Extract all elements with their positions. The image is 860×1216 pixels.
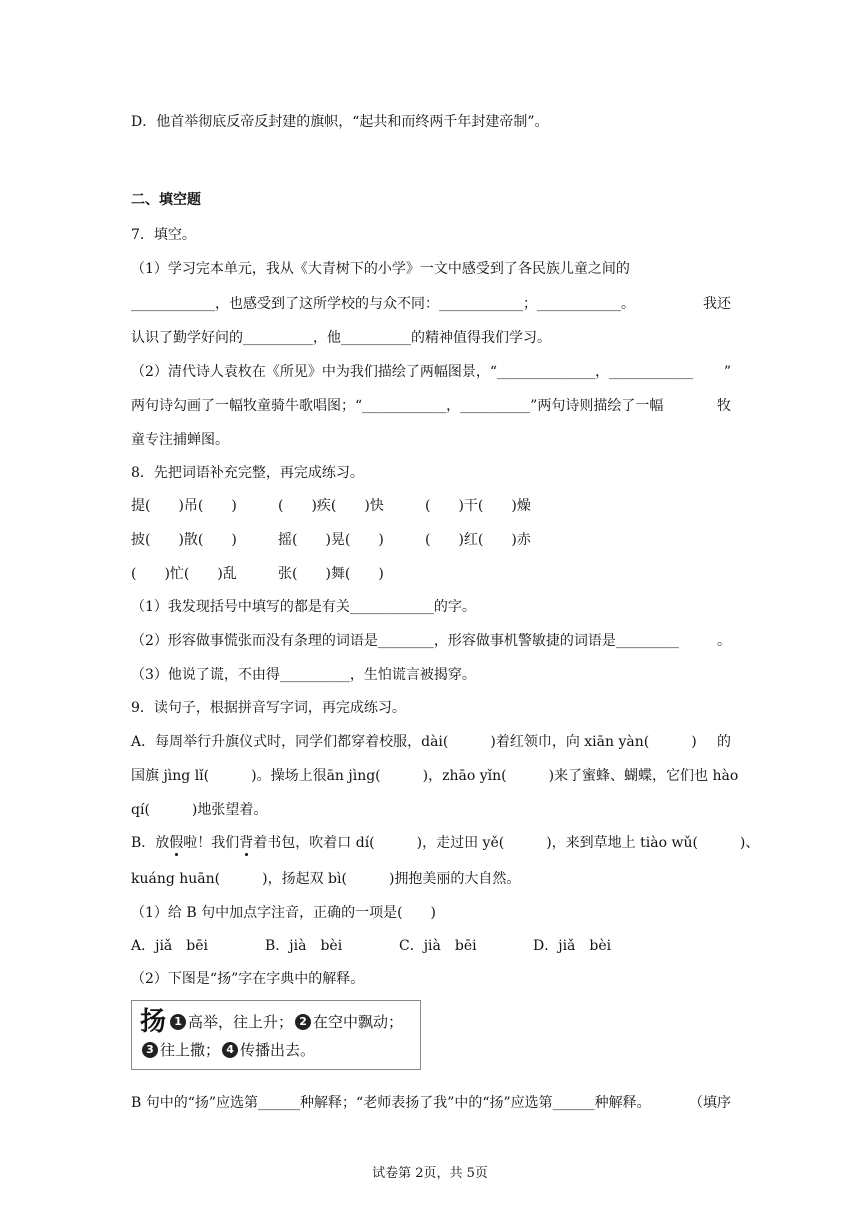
q7-part1-line1: （1）学习完本单元，我从《大青树下的小学》一文中感受到了各民族儿童之间的: [131, 261, 630, 277]
q9-a-line1: [131, 732, 731, 752]
sense-2: 在空中飘动；: [313, 1013, 404, 1031]
q8-word: 摇( )晃( ): [278, 532, 384, 548]
q9-sub1: （1）给 B 句中加点字注音，正确的一项是( ): [131, 905, 437, 921]
dictionary-character: 扬: [140, 1007, 167, 1037]
page-footer: 试卷第 2页，共 5页: [372, 1166, 488, 1181]
q8-stem: 8．先把词语补充完整，再完成练习。: [131, 465, 364, 481]
dotted-char-jia: 假: [169, 835, 184, 851]
q8-word-row-2: [131, 530, 531, 550]
q8-sub1: （1）我发现括号中填写的都是有关____________的字。: [131, 599, 476, 615]
q7-part2-line2-end: 牧: [717, 398, 731, 414]
q9-choices: [131, 936, 611, 956]
q9-last-line-text: B 句中的“扬”应选第______种解释；“老师表扬了我”中的“扬”应选第______种解释。: [131, 1095, 651, 1111]
q8-word: ( )红( )赤: [425, 532, 531, 548]
q9-a-line1-end: 的: [717, 734, 731, 750]
dictionary-row-1: [140, 1007, 412, 1037]
sense-number-3: 3: [142, 1042, 158, 1058]
q7-part2-line2-text: 两句诗勾画了一幅牧童骑牛歌唱图；“____________，__________”两句诗则描绘了一幅: [131, 398, 664, 414]
q9-a-line1-text: A．每周举行升旗仪式时，同学们都穿着校服，dài( )着红领巾，向 xiān yàn( ): [131, 734, 697, 750]
q8-word: 披( )散( ): [131, 532, 237, 548]
q8-sub2: [131, 631, 731, 651]
choice-a: A．jiǎ bēi: [131, 938, 208, 954]
q8-word: ( )疾( )快: [278, 498, 384, 514]
choice-b: B．jià bèi: [265, 938, 343, 954]
q8-sub2-end: 。: [717, 633, 731, 649]
sense-3: 往上撒；: [160, 1041, 221, 1059]
q7-part2-line1-end: ”: [723, 364, 731, 380]
sense-number-4: 4: [222, 1042, 238, 1058]
q9-b-text: B．放: [131, 835, 170, 851]
q7-part2-line3: 童专注捕蝉图。: [131, 432, 229, 448]
q6-option-d: D．他首举彻底反帝反封建的旗帜，“起共和而终两千年封建帝制”。: [131, 114, 549, 130]
q8-word: ( )干( )燥: [425, 498, 531, 514]
q9-a-line2: 国旗 jìng lǐ( )。操场上很ān jìng( )，zhāo yǐn( )来了蜜蜂、蝴蝶，它们也 hào: [131, 768, 739, 784]
q7-part1-line2: [131, 294, 731, 314]
q8-word: 张( )舞( ): [278, 566, 384, 582]
q7-part2-line2: [131, 396, 731, 416]
q8-sub3: （3）他说了谎，不由得__________，生怕谎言被揭穿。: [131, 667, 476, 683]
q7-stem: 7．填空。: [131, 227, 196, 243]
q9-b-line1: [131, 833, 760, 853]
dictionary-row-2: [140, 1037, 412, 1063]
q8-word-row-1: [131, 496, 531, 516]
q9-b-text: 啦！我们: [183, 835, 240, 851]
q7-part1-line3: 认识了勤学好问的__________，他__________的精神值得我们学习。: [131, 330, 551, 346]
section-title: 二、填空题: [131, 192, 201, 208]
q8-sub2-text: （2）形容做事慌张而没有条理的词语是________，形容做事机警敏捷的词语是_________: [131, 633, 679, 649]
q9-stem: 9．读句子，根据拼音写字词，再完成练习。: [131, 700, 406, 716]
q9-a-line3: qí( )地张望着。: [131, 802, 268, 818]
q7-part1-line2-end: 我还: [703, 296, 731, 312]
q8-word: ( )忙( )乱: [131, 566, 237, 582]
choice-c: C．jià bēi: [399, 938, 477, 954]
q7-part2-line1: [131, 362, 731, 382]
sense-number-1: 1: [170, 1014, 186, 1030]
q9-b-line1-end: 、: [745, 835, 760, 851]
q9-b-line1-text: [131, 833, 745, 853]
sense-1: 高举，往上升；: [188, 1013, 294, 1031]
q9-last-line: [131, 1093, 731, 1113]
q9-b-line2: kuáng huān( )，扬起双 bì( )拥抱美丽的大自然。: [131, 871, 521, 887]
q7-part2-line1-text: （2）清代诗人袁枚在《所见》中为我们描绘了两幅图景，“______________，____________: [131, 364, 694, 380]
dotted-char-bei: 背: [239, 835, 254, 851]
q9-last-line-end: （填序: [689, 1095, 731, 1111]
dictionary-entry-image: [131, 1000, 421, 1070]
q7-part1-line2-text: ____________，也感受到了这所学校的与众不同：____________；____________。: [131, 296, 635, 312]
q9-sub2: （2）下图是“扬”字在字典中的解释。: [131, 971, 365, 987]
sense-4: 传播出去。: [240, 1041, 316, 1059]
choice-d: D．jiǎ bèi: [533, 938, 612, 954]
sense-number-2: 2: [295, 1014, 311, 1030]
q8-word-row-3: [131, 564, 384, 584]
q8-word: 提( )吊( ): [131, 498, 237, 514]
q9-b-text: 着书包，吹着口 dí( )，走过田 yě( )，来到草地上 tiào wǔ( ): [253, 835, 746, 851]
